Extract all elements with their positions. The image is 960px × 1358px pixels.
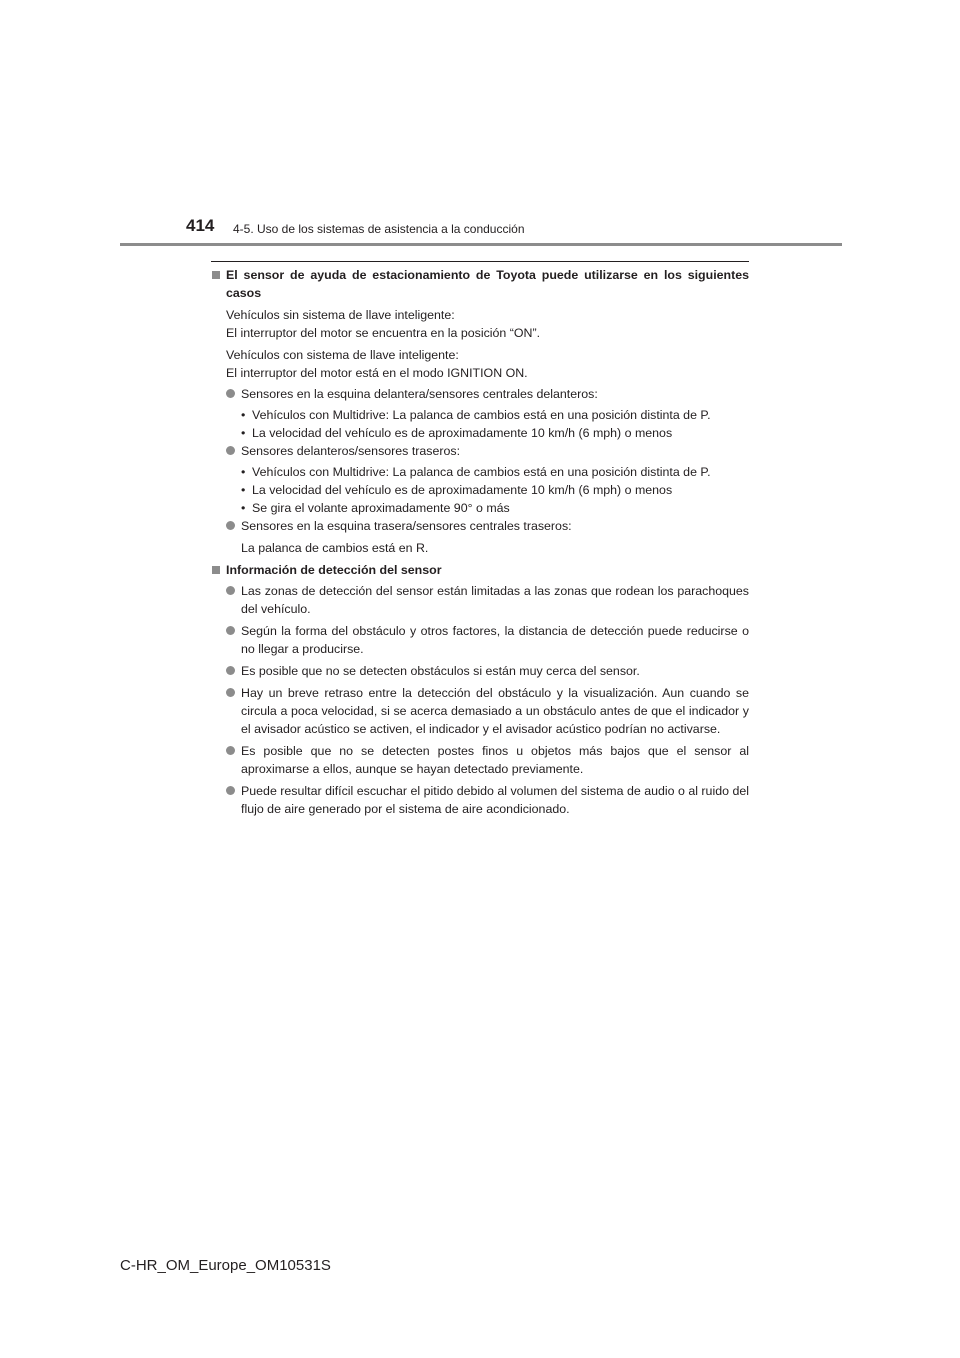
list-item-text: Sensores en la esquina trasera/sensores centrales traseros: xyxy=(241,519,572,533)
list-item xyxy=(211,442,749,460)
circle-bullet-icon xyxy=(226,746,235,755)
circle-bullet-icon xyxy=(226,626,235,635)
section-heading-detection-info xyxy=(211,561,749,579)
circle-bullet-icon xyxy=(226,521,235,530)
list-item-text: Sensores delanteros/sensores traseros: xyxy=(241,444,461,458)
header-rule xyxy=(120,243,842,246)
sub-list-item-text: La velocidad del vehículo es de aproximadamente 10 km/h (6 mph) o menos xyxy=(252,426,673,440)
list-item-text: Puede resultar difícil escuchar el pitido debido al volumen del sistema de audio o al ruido del flujo de aire generado por el sistema de aire acondicionado. xyxy=(241,784,749,816)
sub-bullet-marker: • xyxy=(241,501,246,515)
list-item xyxy=(211,582,749,618)
list-item xyxy=(211,742,749,778)
page-content xyxy=(211,266,749,818)
list-item-text: Hay un breve retraso entre la detección del obstáculo y la visualización. Aun cuando se circula a poca velocidad, si se acerca demasiado a un obstáculo antes de que el indicador y el avisador acústico se activen, el indicador y el avisador acústico podrían no activarse. xyxy=(241,686,749,736)
sub-list-item-text: Se gira el volante aproximadamente 90° o más xyxy=(252,501,510,515)
square-bullet-icon xyxy=(212,271,220,279)
list-item-text: Según la forma del obstáculo y otros factores, la distancia de detección puede reducirse o no llegar a producirse. xyxy=(241,624,749,656)
list-item-text: Es posible que no se detecten postes finos u objetos más bajos que el sensor al aproximarse a ellos, aunque se hayan detectado previamente. xyxy=(241,744,749,776)
section-heading-usage xyxy=(211,266,749,302)
list-item xyxy=(211,782,749,818)
paragraph-line: El interruptor del motor se encuentra en la posición “ON”. xyxy=(226,326,541,340)
circle-bullet-icon xyxy=(226,786,235,795)
sub-bullet-marker: • xyxy=(241,426,246,440)
sub-list-item-text: Vehículos con Multidrive: La palanca de cambios está en una posición distinta de P. xyxy=(252,465,711,479)
sub-list-item xyxy=(211,406,749,424)
list-item xyxy=(211,684,749,738)
list-item-text: Las zonas de detección del sensor están limitadas a las zonas que rodean los parachoques del vehículo. xyxy=(241,584,749,616)
section-heading-text: El sensor de ayuda de estacionamiento de Toyota puede utilizarse en los siguientes casos xyxy=(226,268,749,300)
footer-doc-code: C-HR_OM_Europe_OM10531S xyxy=(120,1257,331,1274)
list-item-text: Es posible que no se detecten obstáculos si están muy cerca del sensor. xyxy=(241,664,640,678)
chapter-title: 4-5. Uso de los sistemas de asistencia a la conducción xyxy=(233,222,525,236)
sub-list-item xyxy=(211,424,749,442)
sub-list-item xyxy=(211,481,749,499)
circle-bullet-icon xyxy=(226,688,235,697)
paragraph-line: Vehículos con sistema de llave inteligente: xyxy=(226,348,459,362)
sub-list-item xyxy=(211,463,749,481)
sub-list-item-text: Vehículos con Multidrive: La palanca de cambios está en una posición distinta de P. xyxy=(252,408,711,422)
sub-bullet-marker: • xyxy=(241,465,246,479)
list-item xyxy=(211,385,749,403)
list-item xyxy=(211,517,749,535)
sub-bullet-marker: • xyxy=(241,408,246,422)
square-bullet-icon xyxy=(212,566,220,574)
circle-bullet-icon xyxy=(226,446,235,455)
section-heading-text: Información de detección del sensor xyxy=(226,563,442,577)
circle-bullet-icon xyxy=(226,666,235,675)
list-item-text: Sensores en la esquina delantera/sensores centrales delanteros: xyxy=(241,387,598,401)
paragraph-line: El interruptor del motor está en el modo IGNITION ON. xyxy=(226,366,528,380)
paragraph: La palanca de cambios está en R. xyxy=(241,541,429,555)
circle-bullet-icon xyxy=(226,586,235,595)
section-rule xyxy=(211,261,749,262)
sub-bullet-marker: • xyxy=(241,483,246,497)
sub-list-item-text: La velocidad del vehículo es de aproximadamente 10 km/h (6 mph) o menos xyxy=(252,483,673,497)
circle-bullet-icon xyxy=(226,389,235,398)
list-item xyxy=(211,662,749,680)
sub-list-item xyxy=(211,499,749,517)
page-number: 414 xyxy=(186,216,215,235)
list-item xyxy=(211,622,749,658)
paragraph xyxy=(211,306,749,342)
paragraph xyxy=(211,346,749,382)
paragraph-line: Vehículos sin sistema de llave inteligente: xyxy=(226,308,455,322)
